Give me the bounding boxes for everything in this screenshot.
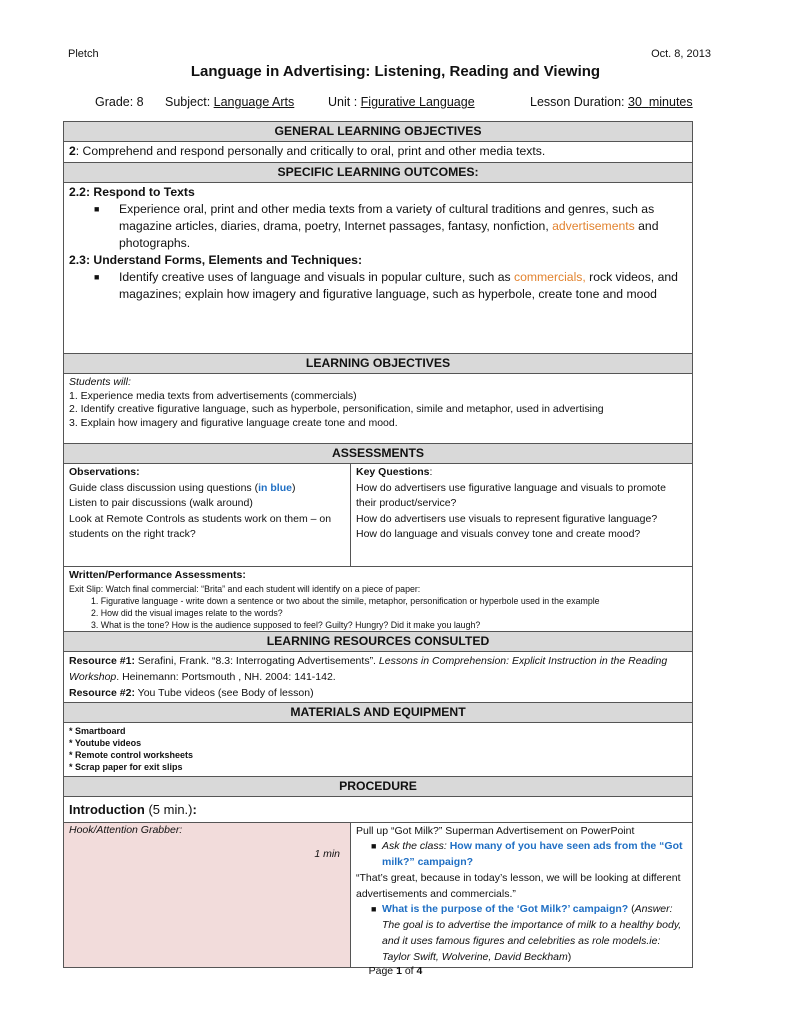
materials-heading: MATERIALS AND EQUIPMENT: [64, 702, 693, 722]
hook-question: ■ What is the purpose of the ‘Got Milk?’ campaign? (Answer: The goal is to advertise the importance of milk to a healthy body, and it uses famous figures and celebrities as role models.ie: Taylor Swift, Wolverine, David Beckham): [371, 903, 682, 963]
document-date: Oct. 8, 2013: [651, 48, 711, 60]
outcome-2-2-list: [69, 201, 687, 252]
unit-label: Unit :: [328, 95, 358, 109]
observation-item: Listen to pair discussions (walk around): [69, 497, 253, 509]
hook-label: Hook/Attention Grabber:: [69, 823, 183, 836]
hook-question-list: [356, 902, 687, 965]
exit-slip-item: 1. Figurative language - write down a sentence or two about the simile, metaphor, personification or hyperbole used in the example: [91, 595, 600, 606]
learning-objectives-body: [64, 374, 693, 444]
hook-cell: [64, 822, 351, 967]
hook-question: ■ Ask the class: How many of you have seen ads from the “Got milk?” campaign?: [371, 840, 683, 869]
hook-step: “That’s great, because in today’s lesson, we will be looking at different advertisements and commercials.”: [356, 871, 681, 900]
general-objective-text: 2: Comprehend and respond personally and critically to oral, print and other media texts.: [64, 142, 693, 163]
assessments-heading: ASSESSMENTS: [64, 444, 693, 464]
exit-slip-item: 3. What is the tone? How is the audience supposed to feel? Guilty? Hungry? Did it make you laugh?: [91, 619, 481, 630]
learning-objectives-heading: LEARNING OBJECTIVES: [64, 354, 693, 374]
grade-field: Grade: 8: [95, 95, 144, 109]
specific-outcomes-heading: SPECIFIC LEARNING OUTCOMES:: [64, 163, 693, 183]
outcome-2-3-list: [69, 269, 687, 303]
students-will-label: Students will:: [69, 376, 131, 388]
resource-2: Resource #2: You Tube videos (see Body of lesson): [69, 686, 314, 699]
learning-objective-item: 1. Experience media texts from advertisements (commercials): [69, 389, 357, 402]
general-objectives-heading: GENERAL LEARNING OBJECTIVES: [64, 122, 693, 142]
learning-objective-item: 3. Explain how imagery and figurative language create tone and mood.: [69, 416, 398, 429]
outcome-2-2-title: 2.2: Respond to Texts: [69, 185, 195, 199]
materials-body: [64, 722, 693, 776]
hook-step: Pull up “Got Milk?” Superman Advertisement on PowerPoint: [356, 824, 635, 837]
outcome-2-3-title: 2.3: Understand Forms, Elements and Techniques:: [69, 253, 363, 267]
author-name: Pletch: [68, 48, 99, 60]
observation-item: Look at Remote Controls as students work on them – on students on the right track?: [69, 512, 332, 540]
duration-value: 30 minutes: [628, 95, 693, 109]
hook-content-cell: [351, 822, 693, 967]
observation-item: Guide class discussion using questions (in blue): [69, 481, 296, 494]
unit-value: Figurative Language: [360, 95, 475, 109]
resources-heading: LEARNING RESOURCES CONSULTED: [64, 631, 693, 651]
key-questions-cell: [351, 464, 693, 567]
observations-title: Observations:: [69, 466, 140, 478]
material-item: * Remote control worksheets: [69, 749, 194, 760]
subject-value: Language Arts: [213, 95, 295, 109]
resource-1: Resource #1: Serafini, Frank. “8.3: Interrogating Advertisements”. Lessons in Comprehension: Explicit Instruction in the Reading Workshop. Heinemann: Portsmouth , NH. 2004: 141-142.: [69, 654, 668, 683]
resources-body: [64, 651, 693, 702]
material-item: * Youtube videos: [69, 737, 142, 748]
key-question-item: How do language and visuals convey tone and create mood?: [356, 528, 641, 540]
observations-cell: [64, 464, 351, 567]
learning-objective-item: 2. Identify creative figurative language, such as hyperbole, personification, simile and metaphor, used in advertising: [69, 403, 604, 415]
document-title: Language in Advertising: Listening, Reading and Viewing: [190, 63, 601, 80]
written-assessments-title: Written/Performance Assessments:: [69, 569, 246, 581]
key-question-item: How do advertisers use figurative language and visuals to promote their product/service?: [356, 481, 666, 509]
unit-field: [328, 95, 475, 109]
material-item: * Scrap paper for exit slips: [69, 761, 183, 772]
material-item: * Smartboard: [69, 725, 126, 736]
lesson-plan-table: [63, 121, 693, 968]
written-assessments-cell: [64, 567, 693, 632]
exit-slip-text: Exit Slip: Watch final commercial: “Brita” and each student will identify on a piece of paper:: [69, 583, 421, 594]
outcome-2-2-item: ■ Experience oral, print and other media texts from a variety of cultural traditions and genres, such as magazine articles, diaries, drama, poetry, Internet passages, fantasy, nonfiction, advertisements and photographs.: [94, 202, 659, 250]
hook-time: 1 min: [314, 847, 340, 860]
subject-label: Subject:: [165, 95, 211, 109]
specific-outcomes-body: [64, 183, 693, 354]
duration-label: Lesson Duration:: [530, 95, 625, 109]
hook-question-list: [356, 839, 687, 871]
subject-field: [165, 95, 294, 109]
exit-slip-item: 2. How did the visual images relate to the words?: [91, 607, 283, 618]
introduction-row: Introduction (5 min.):: [64, 796, 693, 822]
procedure-heading: PROCEDURE: [64, 776, 693, 796]
outcome-2-3-item: ■ Identify creative uses of language and visuals in popular culture, such as commercials, rock videos, and magazines; explain how imagery and figurative language, such as hyperbole, create tone and mood: [94, 270, 678, 301]
key-questions-title: Key Questions:: [356, 466, 433, 478]
key-question-item: How do advertisers use visuals to represent figurative language?: [356, 512, 658, 525]
duration-field: [530, 95, 693, 109]
page-footer: Page 1 of 4: [368, 965, 423, 977]
